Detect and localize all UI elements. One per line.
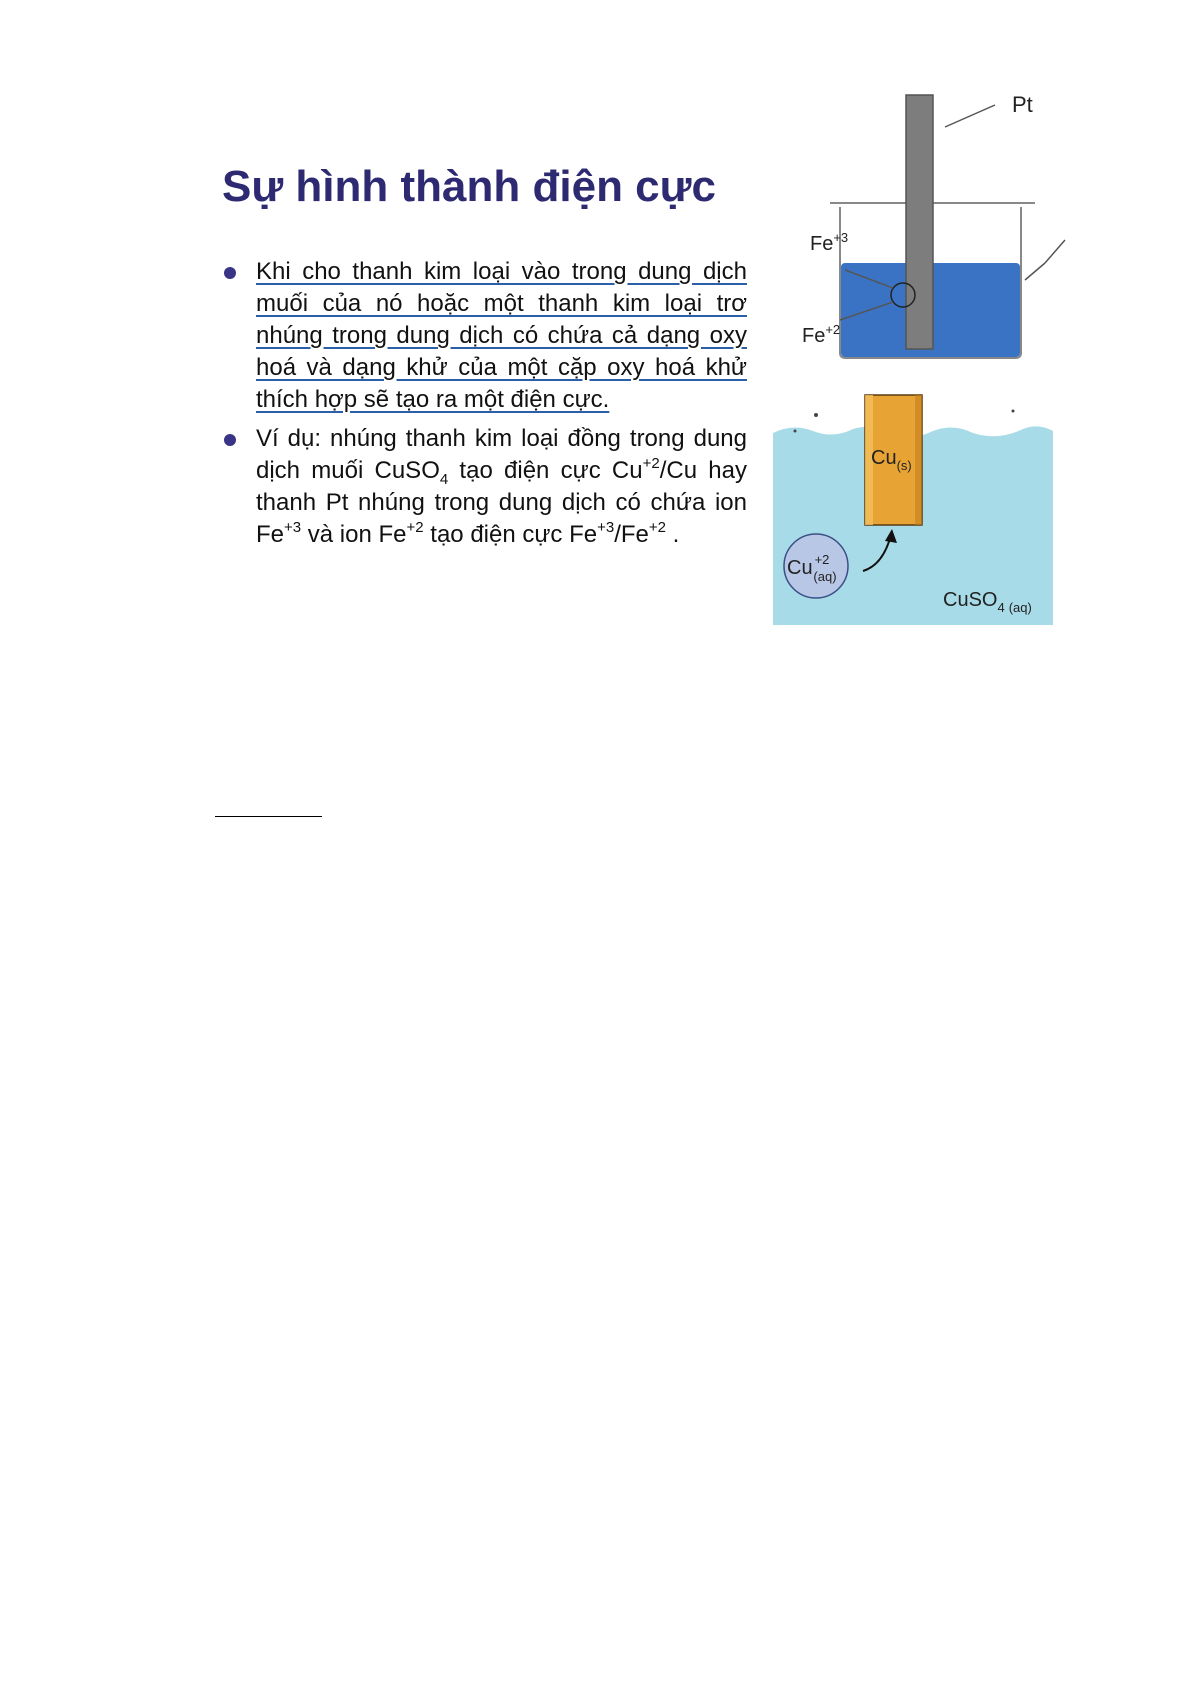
bullet-item-1 (222, 256, 747, 416)
pt-label: Pt (1012, 92, 1033, 117)
bullet-list (222, 256, 747, 558)
slide-title: Sự hình thành điện cực (222, 162, 716, 211)
bullet-item-2 (222, 423, 747, 551)
cu-electrode-figure (773, 393, 1053, 625)
cuso4-label: CuSO$_4$ (aq) (943, 589, 1032, 615)
pt-rod (906, 95, 933, 349)
bullet-dot-icon (224, 434, 236, 446)
fe2-label: $Fe^{+2}$ (802, 322, 841, 347)
fe3-label: $Fe^{+3}$ (810, 230, 849, 255)
cu-solid-label: $Cu_{(s)}$ (871, 447, 912, 473)
bullet-text-2: Ví dụ: nhúng thanh kim loại đồng trong dung dịch muối CuSO$_4$ tạo điện cực $Cu^{+2}/Cu$ hay thanh Pt nhúng trong dung dịch có chứa ion $Fe^{+3}$ và ion $Fe^{+2}$ tạo điện cực $Fe^{+3}/Fe^{+2}$ . (256, 425, 747, 548)
pt-electrode-figure (790, 85, 1075, 365)
slide (0, 0, 1191, 700)
footnote-separator (215, 816, 322, 817)
bullet-dot-icon (224, 267, 236, 279)
bullet-text-1: Khi cho thanh kim loại vào trong dung dịch muối của nó hoặc một thanh kim loại trơ nhúng trong dung dịch có chứa cả dạng oxy hoá và dạng khử của một cặp oxy hoá khử thích hợp sẽ tạo ra một điện cực. (256, 258, 747, 413)
cu-ion-label: Cu $^{+2}$ (aq) (787, 552, 837, 584)
